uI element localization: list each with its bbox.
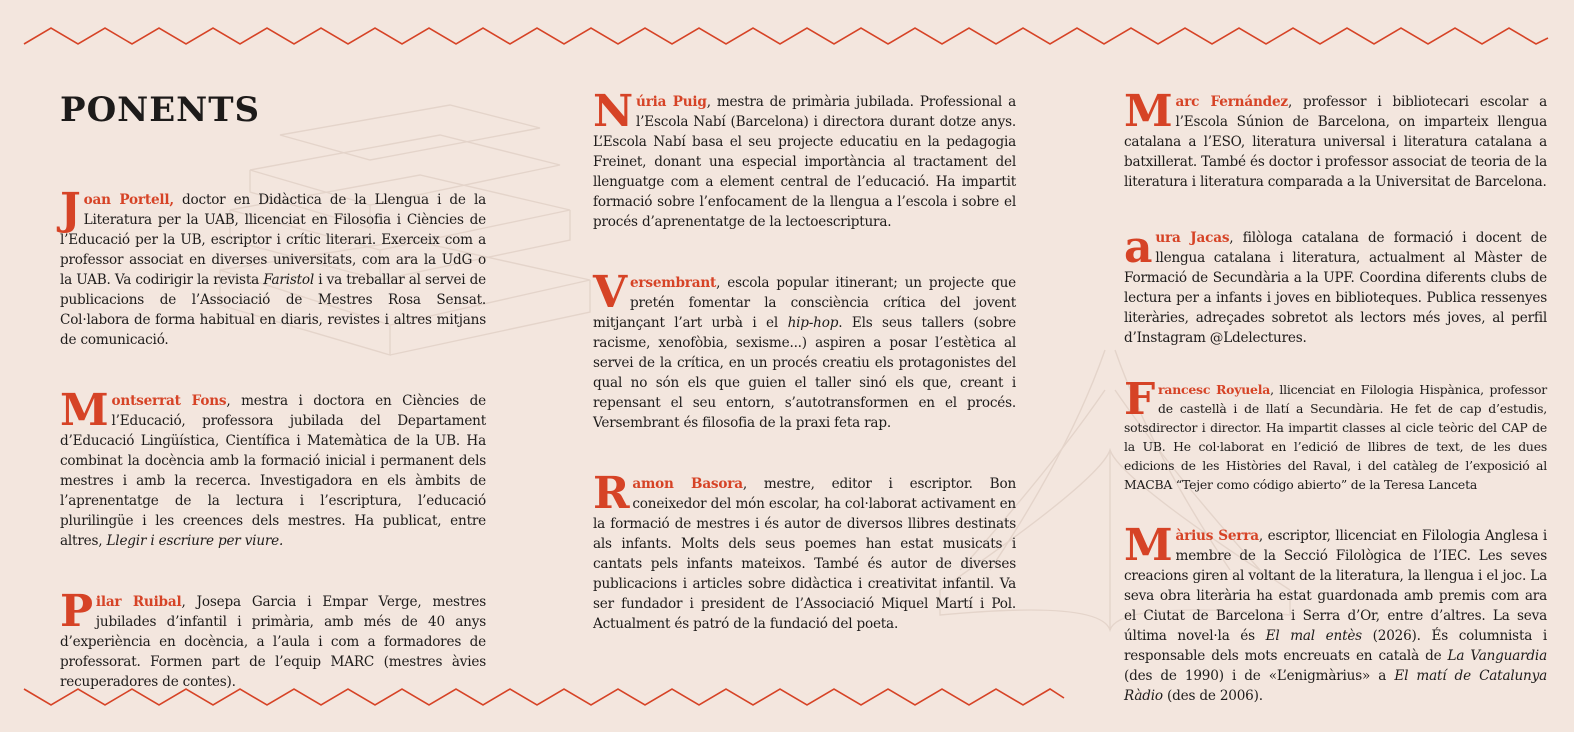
bio-italic: Faristol [263, 272, 315, 288]
bio-versembrant [593, 267, 1016, 433]
speaker-name: amon Basora [632, 476, 743, 492]
bio-text: , filòloga catalana de formació i docent de llengua catalana i literatura, actualment al Màster de Formació de Secundària a la UPF. Coordina diferents clubs de lectura per a infants i joves en biblioteques. Publica ressenyes literàries, adreçades sobretot als lectors més joves, al perfil d’Instagram @Ldelectures. [1124, 230, 1548, 346]
speaker-name: ura Jacas [1155, 230, 1230, 246]
speaker-name: úria Puig [636, 94, 707, 110]
bio-marc-fernandez [1124, 86, 1548, 192]
zigzag-line [24, 28, 1548, 44]
bio-montserrat-fons [60, 385, 486, 551]
speaker-name: oan Portell, [83, 192, 174, 208]
bio-italic: hip-hop [787, 315, 839, 331]
speaker-name: ersembrant [629, 275, 717, 291]
bio-text: , mestra de primària jubilada. Professional a l’Escola Nabí (Barcelona) i directora durant dotze anys. L’Escola Nabí basa el seu projecte educatiu en la pedagogia Freinet, donant una especial importància al tractament del llenguatge com a element central de l’educació. Ha impartit formació sobre l’enfocament de la llengua a l’escola i sobre el procés d’aprenentatge de la lectoescriptura. [593, 94, 1016, 230]
drop-cap: R [593, 468, 630, 519]
bio-text: (des de 2006). [1162, 688, 1263, 704]
bio-italic: El matí de Catalunya Ràdio [1124, 668, 1547, 704]
column-left [60, 90, 486, 692]
bio-italic: El mal entès [1265, 628, 1362, 644]
speaker-name: rancesc Royuela [1158, 382, 1271, 397]
drop-cap: J [60, 184, 81, 235]
zigzag-border-top [0, 26, 1574, 48]
bio-text: , escola popular itinerant; un projecte que pretén fomentar la consciència crítica del jovent mitjançant l’art urbà i el [593, 275, 1016, 331]
drop-cap: F [1124, 374, 1156, 425]
page-title: PONENTS [60, 90, 261, 130]
bio-text: i va treballar al servei de publicacions de l’Associació de Mestres Rosa Sensat. Col·labora de forma habitual en diaris, revistes i altres mitjans de comunicació. [60, 272, 487, 348]
speaker-name: ilar Ruibal [95, 594, 182, 610]
bio-text: (des de 1990) i de «L’enigmàrius» a [1124, 668, 1395, 684]
speaker-name: àrius Serra [1175, 528, 1259, 544]
bio-text: , llicenciat en Filologia Hispànica, professor de castellà i de llatí a Secundària. He fet de cap d’estudis, sotsdirector i director. Ha impartit classes al cicle teòric del CAP de la UB. He col·laborat en l’edició de llibres de text, de les dues edicions de les Històries del Raval, i del catàleg de l’exposició al MACBA “Tejer como código abierto” de la Teresa Lanceta [1124, 382, 1547, 492]
bio-italic: Llegir i escriure per viure. [106, 533, 284, 549]
bio-francesc-royuela [1124, 374, 1547, 494]
speaker-name: ontserrat Fons [111, 393, 227, 409]
bio-text: , mestra i doctora en Ciències de l’Educació, professora jubilada del Departament d’Educació Lingüística, Científica i Matemàtica de la UB. Ha combinat la docència amb la formació inicial i permanent dels mestres i amb la recerca. Investigadora en els àmbits de l’aprenentatge de la lectura i l’escriptura, l’educació plurilingüe i les creences dels mestres. Ha publicat, entre altres, [60, 393, 486, 549]
drop-cap: M [60, 385, 109, 436]
bio-joan-portell [60, 184, 487, 350]
bio-laura-jacas [1124, 222, 1548, 348]
bio-text: . Els seus tallers (sobre racisme, xenofòbia, sexisme...) aspiren a posar l’estètica al servei de la crítica, en un procés creatiu els protagonistes del qual no són els que guien el taller sinó els que, creant i repensant el seu entorn, s’autotransformen en el procés. Versembrant és filosofia de la praxi feta rap. [593, 315, 1016, 431]
drop-cap: N [593, 86, 634, 137]
column-right [1124, 86, 1548, 706]
bio-nuria-puig [593, 86, 1016, 232]
bio-text: , escriptor, llicenciat en Filologia Anglesa i membre de la Secció Filològica de l’IEC. Les seves creacions giren al voltant de la literatura, la llengua i el joc. La seva obra literària ha estat guardonada amb premis com ara el Ciutat de Barcelona i Serra d’Or, entre d’altres. La seva última novel·la és [1124, 528, 1548, 644]
bio-text: , professor i bibliotecari escolar a l’Escola Súnion de Barcelona, on imparteix llengua catalana a l’ESO, literatura universal i literatura catalana a batxillerat. També és doctor i professor associat de teoria de la literatura i literatura comparada a la Universitat de Barcelona. [1124, 94, 1548, 190]
drop-cap: M [1124, 86, 1173, 137]
bio-marius-serra [1124, 520, 1548, 706]
drop-cap: P [60, 586, 93, 637]
bio-text: doctor en Didàctica de la Llengua i de la Literatura per la UAB, llicenciat en Filosofia i Ciències de l’Educació per la UB, escriptor i crític literari. Exerceix com a professor associat en diverses universitats, com ara la UdG o la UAB. Va codirigir la revista [60, 192, 487, 288]
column-middle [593, 86, 1016, 634]
speaker-name: arc Fernández [1175, 94, 1288, 110]
bio-ramon-basora [593, 468, 1016, 634]
bio-text: , mestre, editor i escriptor. Bon coneixedor del món escolar, ha col·laborat activament en la formació de mestres i és autor de diversos llibres destinats als infants. Molts dels seus poemes han estat musicats i cantats pels infants mateixos. També és autor de diverses publicacions i articles sobre didàctica i creativitat infantil. Va ser fundador i president de l’Associació Miquel Martí i Pol. Actualment és patró de la fundació del poeta. [593, 476, 1016, 632]
bio-italic: La Vanguardia [1447, 648, 1547, 664]
drop-cap: V [593, 267, 627, 318]
bio-pilar-ruibal [60, 586, 486, 692]
bio-text: , Josepa Garcia i Empar Verge, mestres jubilades d’infantil i primària, amb més de 40 anys d’experiència en docència, a l’aula i com a formadores de professorat. Formen part de l’equip MARC (mestres àvies recuperadores de contes). [60, 594, 486, 690]
bio-text: (2026). És columnista i responsable dels mots encreuats en català de [1124, 628, 1547, 664]
drop-cap: a [1124, 222, 1153, 273]
drop-cap: M [1124, 520, 1173, 571]
